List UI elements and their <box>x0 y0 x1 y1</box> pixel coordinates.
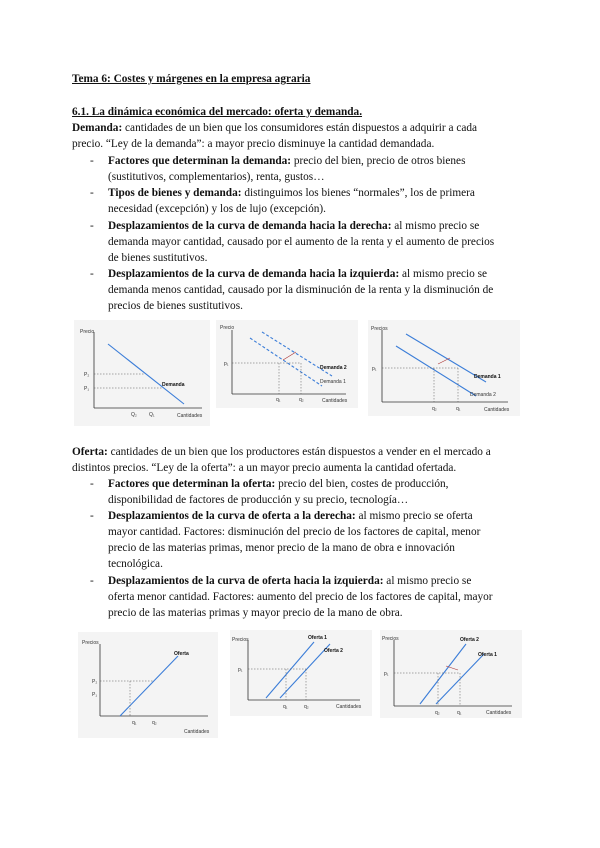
demanda-bullet-3: Desplazamientos de la curva de demanda hacia la derecha: al mismo precio se <box>108 220 480 232</box>
demanda-bullet-2: Tipos de bienes y demanda: distinguimos los bienes “normales”, los de primera <box>108 187 475 199</box>
oferta-bullet-2-cont: tecnológica. <box>108 558 163 570</box>
demanda-bullet-3-cont: demanda mayor cantidad, causado por el aumento de la renta y el aumento de precios <box>108 236 495 248</box>
oferta-bullet-2-cont: precio de las materias primas, menor precio de la mano de obra e innovación <box>108 542 455 554</box>
bullet-marker: - <box>90 575 94 587</box>
x-axis-label: Cantidades <box>177 413 203 419</box>
demanda-bullet-4-cont: precios de bienes sustitutivos. <box>108 300 243 312</box>
x-axis-label: Cantidades <box>322 398 348 404</box>
price-1-label: p₁ <box>238 667 243 673</box>
x-axis-label: Cantidades <box>336 704 362 710</box>
quantity-1-label: q₁ <box>276 397 281 403</box>
price-2-label: P₂ <box>84 372 90 378</box>
document-title: Tema 6: Costes y márgenes en la empresa agraria <box>72 73 311 85</box>
y-axis-label: Precio <box>80 329 95 335</box>
y-axis-label: Precios <box>82 640 99 646</box>
demand-1-label: Demanda 1 <box>320 379 346 385</box>
supply-2-label: Oferta 2 <box>460 637 479 643</box>
bullet-marker: - <box>90 478 94 490</box>
demanda-bullet-4-cont: demanda menos cantidad, causado por la disminución de la renta y la disminución de <box>108 284 494 296</box>
demand-figure-1 <box>74 320 210 426</box>
y-axis-label: Precio <box>220 325 235 331</box>
price-1-label: P₁ <box>84 386 90 392</box>
quantity-1-label: q₁ <box>132 720 137 726</box>
demanda-bullet-3-cont: de bienes sustitutivos. <box>108 252 208 264</box>
quantity-2-label: Q₂ <box>131 412 137 418</box>
demanda-bullet-4: Desplazamientos de la curva de demanda hacia la izquierda: al mismo precio se <box>108 268 488 280</box>
demanda-definition-line-1: Demanda: cantidades de un bien que los consumidores están dispuestos a adquirir a cada <box>72 122 478 134</box>
quantity-1-label: Q₁ <box>149 412 155 418</box>
bullet-marker: - <box>90 155 94 167</box>
demand-figure-3 <box>368 320 520 416</box>
quantity-2-label: q₂ <box>152 720 157 726</box>
demanda-bullet-1-cont: (sustitutivos, complementarios), renta, gustos… <box>108 171 325 183</box>
quantity-2-label: q₂ <box>304 704 309 710</box>
quantity-2-label: q₂ <box>435 710 440 716</box>
supply-1-label: Oferta 1 <box>308 635 327 641</box>
oferta-bullet-3-cont: oferta menor cantidad. Factores: aumento del precio de los factores de capital, mayor <box>108 591 493 603</box>
oferta-bullet-3: Desplazamientos de la curva de oferta hacia la izquierda: al mismo precio se <box>108 575 472 587</box>
oferta-bullet-2-cont: mayor cantidad. Factores: disminución del precio de los factores de capital, menor <box>108 526 481 538</box>
demand-curve-label: Demanda <box>162 382 185 388</box>
oferta-bullet-2: Desplazamientos de la curva de oferta a la derecha: al mismo precio se oferta <box>108 510 473 522</box>
x-axis-label: Cantidades <box>184 729 210 735</box>
supply-curve-label: Oferta <box>174 651 189 657</box>
demand-1-label: Demanda 1 <box>474 374 501 380</box>
price-1-label: P₁ <box>92 692 98 698</box>
demanda-bullet-2-cont: necesidad (excepción) y los de lujo (excepción). <box>108 203 327 215</box>
oferta-bullet-3-cont: precio de las materias primas y mayor precio de la mano de obra. <box>108 607 403 619</box>
supply-figure-3 <box>380 630 522 718</box>
quantity-1-label: q₁ <box>457 710 462 716</box>
oferta-definition-line-1: Oferta: cantidades de un bien que los productores están dispuestos a vender en el mercado a <box>72 446 491 458</box>
supply-1-label: Oferta 1 <box>478 652 497 658</box>
demand-figure-2 <box>216 320 358 408</box>
supply-figure-2 <box>230 630 372 716</box>
x-axis-label: Cantidades <box>486 710 512 716</box>
oferta-bullet-1: Factores que determinan la oferta: precio del bien, costes de producción, <box>108 478 449 490</box>
quantity-2-label: q₂ <box>299 397 304 403</box>
bullet-marker: - <box>90 187 94 199</box>
section-heading: 6.1. La dinámica económica del mercado: oferta y demanda. <box>72 106 363 118</box>
price-1-label: p₁ <box>384 671 389 677</box>
price-1-label: p₁ <box>224 361 229 367</box>
y-axis-label: Precios <box>371 326 388 332</box>
quantity-1-label: q₁ <box>283 704 288 710</box>
demanda-bullet-1: Factores que determinan la demanda: precio del bien, precio de otros bienes <box>108 155 466 167</box>
price-2-label: P₂ <box>92 679 98 685</box>
quantity-2-label: q₂ <box>432 406 437 412</box>
demanda-definition-line-2: precio. “Ley de la demanda”: a mayor precio disminuye la cantidad demandada. <box>72 138 435 150</box>
oferta-bullet-1-cont: disponibilidad de factores de producción y su precio, tecnología… <box>108 494 409 506</box>
y-axis-label: Precios <box>382 636 399 642</box>
x-axis-label: Cantidades <box>484 407 510 413</box>
bullet-marker: - <box>90 268 94 280</box>
supply-2-label: Oferta 2 <box>324 648 343 654</box>
demand-2-label: Demanda 2 <box>320 365 347 371</box>
oferta-definition-line-2: distintos precios. “Ley de la oferta”: a un mayor precio aumenta la cantidad ofertada. <box>72 462 457 474</box>
quantity-1-label: q₁ <box>456 406 461 412</box>
supply-figure-1 <box>78 632 218 738</box>
y-axis-label: Precios <box>232 637 249 643</box>
demand-2-label: Demanda 2 <box>470 392 496 398</box>
price-1-label: p₁ <box>372 366 377 372</box>
bullet-marker: - <box>90 220 94 232</box>
bullet-marker: - <box>90 510 94 522</box>
